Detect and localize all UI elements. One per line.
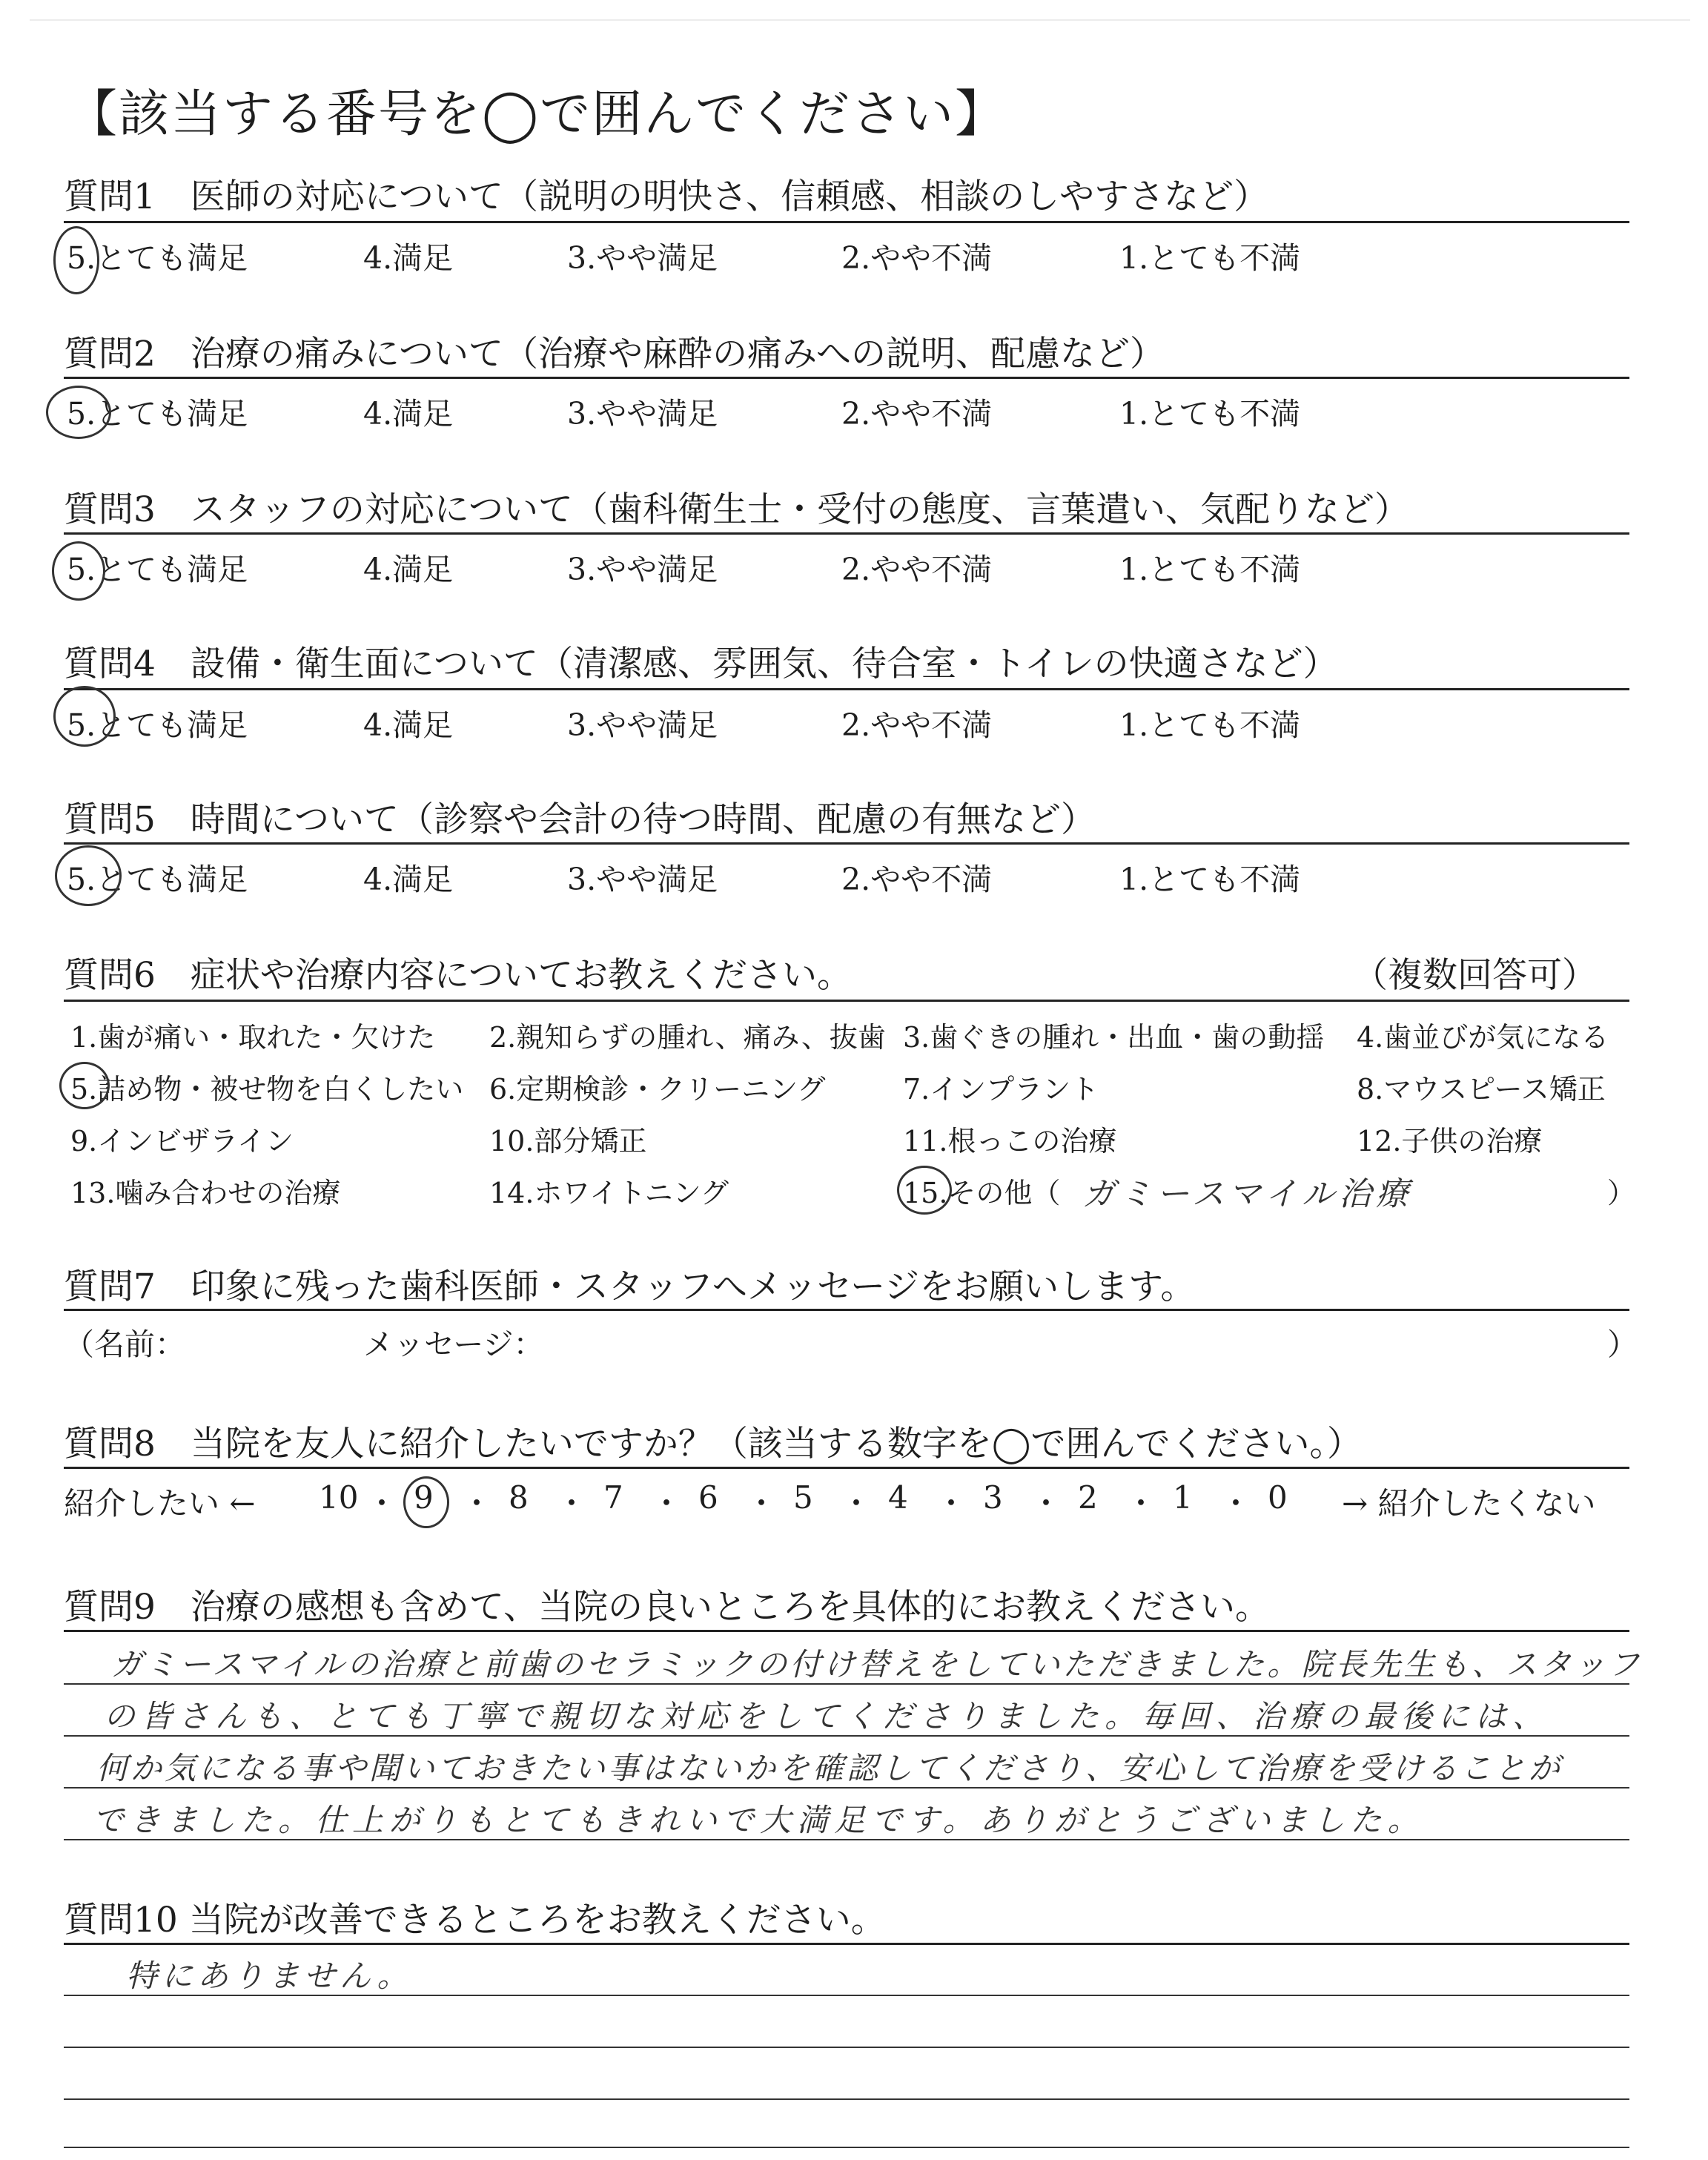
q4-selection-circle — [53, 686, 116, 747]
q1-option-5[interactable]: 5.とても満足 — [67, 240, 248, 276]
q1-option-3[interactable]: 3.やや満足 — [567, 240, 718, 276]
q6-option-10[interactable]: 10.部分矯正 — [489, 1125, 647, 1157]
q10-answer-line-1: 特にありません。 — [126, 1958, 413, 1994]
q4-rule — [64, 688, 1629, 690]
q3-rule — [64, 532, 1629, 535]
q4-option-5[interactable]: 5.とても満足 — [67, 707, 248, 743]
q5-option-5[interactable]: 5.とても満足 — [67, 862, 248, 897]
q6-option-4[interactable]: 4.歯並びが気になる — [1357, 1021, 1609, 1054]
q3-option-3[interactable]: 3.やや満足 — [567, 552, 718, 587]
q6-option-9[interactable]: 9.インビザライン — [70, 1125, 294, 1157]
q9-answer-line-3: 何か気になる事や聞いておきたい事はないかを確認してくださり、安心して治療を受けることが — [96, 1750, 1563, 1786]
q8-scale-separator: ・ — [1220, 1485, 1252, 1522]
q9-answer-line-4: できました。仕上がりもとてもきれいで大満足です。ありがとうございました。 — [93, 1802, 1425, 1838]
q8-left-label: 紹介したい ← — [64, 1485, 256, 1522]
q2-title: 質問2 治療の痛みについて（治療や麻酔の痛みへの説明、配慮など） — [64, 334, 1165, 374]
q8-scale-value[interactable]: 0 — [1268, 1479, 1288, 1516]
q8-scale-separator: ・ — [841, 1485, 873, 1522]
q6-option-7[interactable]: 7.インプラント — [903, 1073, 1099, 1106]
q6-option-11[interactable]: 11.根っこの治療 — [903, 1125, 1117, 1157]
q6-option-1[interactable]: 1.歯が痛い・取れた・欠けた — [70, 1021, 436, 1054]
q3-title: 質問3 スタッフの対応について（歯科衛生士・受付の態度、言葉遣い、気配りなど） — [64, 489, 1409, 530]
q6-other-close: ） — [1607, 1177, 1636, 1209]
q4-option-3[interactable]: 3.やや満足 — [567, 707, 718, 743]
q1-selection-circle — [53, 226, 99, 294]
q3-option-2[interactable]: 2.やや不満 — [841, 552, 993, 587]
q9-title: 質問9 治療の感想も含めて、当院の良いところを具体的にお教えください。 — [64, 1587, 1270, 1628]
q6-multi-note: （複数回答可） — [1353, 955, 1597, 996]
q8-scale-value[interactable]: 9 — [414, 1479, 434, 1516]
q8-scale-separator: ・ — [1030, 1485, 1062, 1522]
q6-option-12[interactable]: 12.子供の治療 — [1357, 1125, 1543, 1157]
q4-option-2[interactable]: 2.やや不満 — [841, 707, 993, 743]
q8-scale-value[interactable]: 5 — [793, 1479, 813, 1516]
q7-name-label: （名前： — [64, 1327, 185, 1362]
q5-selection-circle — [55, 845, 122, 906]
q8-scale-value[interactable]: 7 — [603, 1479, 623, 1516]
q2-selection-circle — [46, 386, 111, 439]
q8-scale-separator: ・ — [746, 1485, 778, 1522]
q2-option-2[interactable]: 2.やや不満 — [841, 396, 993, 432]
scan-edge — [30, 19, 1690, 21]
q5-option-2[interactable]: 2.やや不満 — [841, 862, 993, 897]
q3-option-5[interactable]: 5.とても満足 — [67, 552, 248, 587]
q7-title: 質問7 印象に残った歯科医師・スタッフへメッセージをお願いします。 — [64, 1266, 1196, 1307]
q9-answer-line-2: の皆さんも、とても丁寧で親切な対応をしてくださりました。毎回、治療の最後には、 — [104, 1698, 1550, 1734]
q8-scale-separator: ・ — [366, 1485, 398, 1522]
q2-option-4[interactable]: 4.満足 — [363, 396, 454, 432]
q10-title: 質問10 当院が改善できるところをお教えください。 — [64, 1900, 886, 1941]
q10-line-3 — [64, 2098, 1629, 2100]
q1-rule — [64, 221, 1629, 223]
q6-selection-circle-15 — [897, 1166, 952, 1215]
q2-option-1[interactable]: 1.とても不満 — [1119, 396, 1301, 432]
q8-right-label: → 紹介したくない — [1342, 1485, 1596, 1522]
q8-rule — [64, 1467, 1629, 1469]
q6-option-14[interactable]: 14.ホワイトニング — [489, 1177, 729, 1209]
q6-other-handwritten[interactable]: ガミースマイル治療 — [1082, 1175, 1414, 1213]
q3-option-4[interactable]: 4.満足 — [363, 552, 454, 587]
q8-scale-separator: ・ — [651, 1485, 683, 1522]
q8-scale-separator: ・ — [1125, 1485, 1157, 1522]
q2-option-5[interactable]: 5.とても満足 — [67, 396, 248, 432]
q6-option-6[interactable]: 6.定期検診・クリーニング — [489, 1073, 826, 1106]
q6-option-2[interactable]: 2.親知らずの腫れ、痛み、抜歯 — [489, 1021, 886, 1054]
q8-scale-value[interactable]: 8 — [509, 1479, 529, 1516]
q1-option-2[interactable]: 2.やや不満 — [841, 240, 993, 276]
q3-selection-circle — [52, 541, 105, 601]
q6-option-5[interactable]: 5.詰め物・被せ物を白くしたい — [70, 1073, 464, 1106]
q8-title: 質問8 当院を友人に紹介したいですか？（該当する数字を◯で囲んでください。） — [64, 1424, 1363, 1464]
q6-rule — [64, 1000, 1629, 1002]
q6-option-13[interactable]: 13.噛み合わせの治療 — [70, 1177, 341, 1209]
q8-selection-circle — [403, 1476, 449, 1528]
q2-rule — [64, 377, 1629, 379]
q5-option-1[interactable]: 1.とても不満 — [1119, 862, 1301, 897]
q8-scale-value[interactable]: 6 — [698, 1479, 718, 1516]
q6-selection-circle-5 — [59, 1062, 110, 1109]
q4-title: 質問4 設備・衛生面について（清潔感、雰囲気、待合室・トイレの快適さなど） — [64, 644, 1338, 684]
q8-scale-value[interactable]: 3 — [983, 1479, 1003, 1516]
q7-message-label: メッセージ： — [363, 1327, 544, 1362]
q5-title: 質問5 時間について（診察や会計の待つ時間、配慮の有無など） — [64, 799, 1096, 840]
q1-option-4[interactable]: 4.満足 — [363, 240, 454, 276]
q7-rule — [64, 1309, 1629, 1311]
q8-scale-separator: ・ — [936, 1485, 967, 1522]
q9-answer-line-1: ガミースマイルの治療と前歯のセラミックの付け替えをしていただきました。院長先生も、スタッフ — [111, 1646, 1643, 1682]
q8-scale-value[interactable]: 2 — [1078, 1479, 1098, 1516]
q8-scale-value[interactable]: 1 — [1173, 1479, 1193, 1516]
q4-option-4[interactable]: 4.満足 — [363, 707, 454, 743]
q5-rule — [64, 842, 1629, 845]
q10-line-2 — [64, 2047, 1629, 2048]
q6-title: 質問6 症状や治療内容についてお教えください。 — [64, 955, 852, 996]
q8-scale-separator: ・ — [556, 1485, 588, 1522]
q2-option-3[interactable]: 3.やや満足 — [567, 396, 718, 432]
q8-scale-value[interactable]: 4 — [888, 1479, 908, 1516]
q5-option-4[interactable]: 4.満足 — [363, 862, 454, 897]
q6-option-3[interactable]: 3.歯ぐきの腫れ・出血・歯の動揺 — [903, 1021, 1325, 1054]
q10-line-4 — [64, 2147, 1629, 2148]
q6-option-15[interactable]: 15.その他（ — [903, 1177, 1061, 1209]
page-title: 【該当する番号を◯で囲んでください】 — [67, 85, 1007, 144]
q3-option-1[interactable]: 1.とても不満 — [1119, 552, 1301, 587]
q9-rule — [64, 1630, 1629, 1632]
q8-scale-separator: ・ — [461, 1485, 493, 1522]
q7-close-paren: ） — [1607, 1327, 1638, 1362]
q4-option-1[interactable]: 1.とても不満 — [1119, 707, 1301, 743]
q10-rule — [64, 1943, 1629, 1945]
q1-title: 質問1 医師の対応について（説明の明快さ、信頼感、相談のしやすさなど） — [64, 176, 1269, 217]
q8-scale-value[interactable]: 10 — [319, 1479, 359, 1516]
q6-option-8[interactable]: 8.マウスピース矯正 — [1357, 1073, 1606, 1106]
q5-option-3[interactable]: 3.やや満足 — [567, 862, 718, 897]
q1-option-1[interactable]: 1.とても不満 — [1119, 240, 1301, 276]
